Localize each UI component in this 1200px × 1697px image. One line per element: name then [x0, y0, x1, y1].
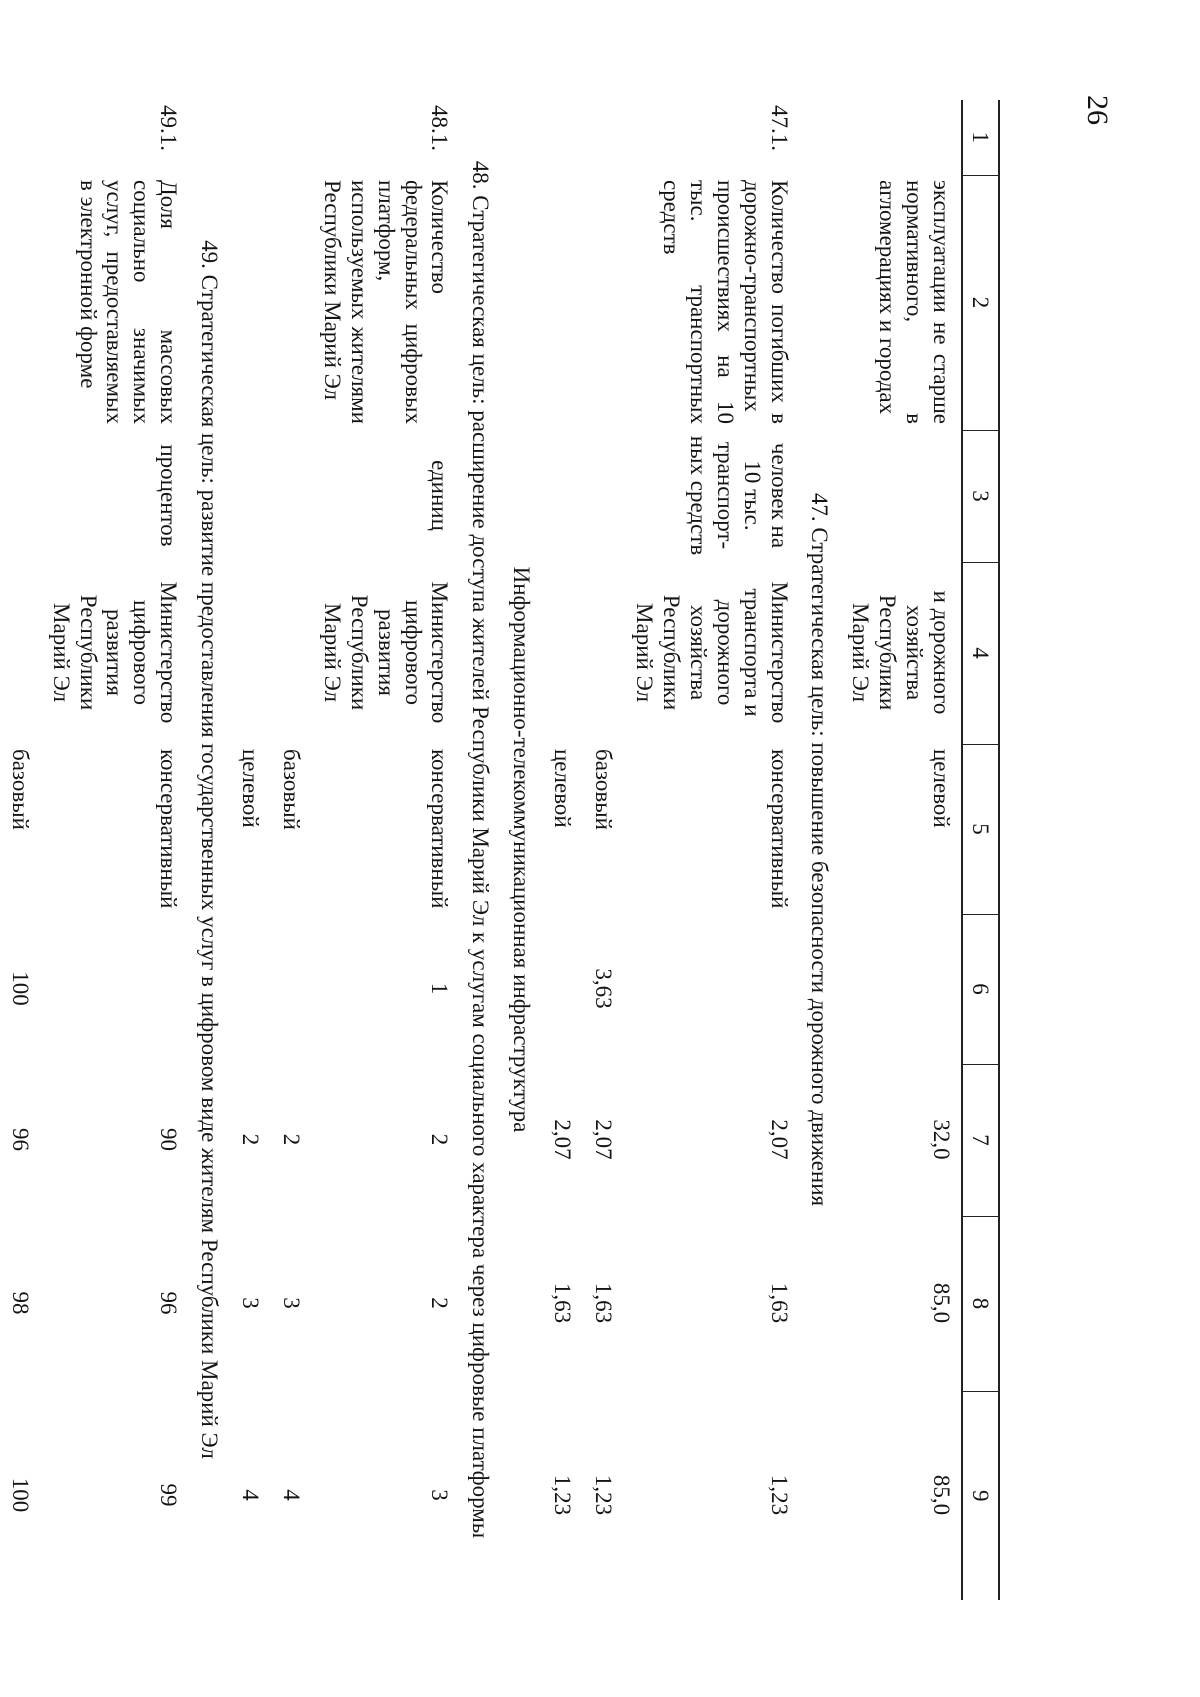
- cell-value-col9: 85,0: [929, 1474, 955, 1516]
- cell-scenario: консервативный: [427, 749, 453, 909]
- indicators-table: [0, 100, 1000, 1600]
- cell-responsible-agency: [270, 562, 311, 744]
- cell-scenario: консервативный: [156, 749, 182, 909]
- cell-value-col7: 2,07: [766, 1119, 792, 1160]
- cell-value-col8: 96: [156, 1291, 182, 1315]
- cell-value-col9: 3: [427, 1489, 453, 1501]
- section-heading-row: [460, 100, 501, 1600]
- table-row: [229, 100, 270, 1600]
- column-header: 4: [962, 562, 999, 744]
- column-header: 3: [962, 430, 999, 562]
- cell-unit: [541, 430, 582, 562]
- section-heading: 47. Стратегическая цель: повышение безопасности дорожного движения: [807, 492, 833, 1207]
- cell-responsible-agency: [541, 562, 582, 744]
- table-row: [0, 100, 40, 1600]
- section-heading-row: [188, 100, 229, 1600]
- cell-responsible-agency: [0, 562, 40, 744]
- column-header: 8: [962, 1216, 999, 1391]
- cell-responsible-agency: Министерство цифрового развития Республики Марий Эл: [319, 581, 453, 724]
- cell-indicator-name: эксплуатации не старше нормативного, в агломерациях и городах: [875, 180, 955, 424]
- cell-indicator-name: Доля массовых социально значимых услуг, предоставляемых в электронной форме: [75, 180, 182, 424]
- cell-indicator-name: [229, 175, 270, 430]
- cell-value-col6: [839, 914, 962, 1064]
- cell-value-col7: 32,0: [929, 1119, 955, 1160]
- table-row: [40, 100, 189, 1600]
- cell-indicator-number: [0, 100, 40, 175]
- cell-value-col7: 2: [278, 1133, 304, 1146]
- section-heading-row: [500, 100, 541, 1600]
- column-header: 5: [962, 744, 999, 914]
- table-body: [0, 100, 962, 1600]
- cell-unit: [0, 430, 40, 562]
- section-heading: Информационно-телекоммуникационная инфраструктура: [509, 566, 535, 1133]
- section-heading: 48. Стратегическая цель: расширение доступа жителей Республики Марий Эл к услугам социального характера через цифровые платформы: [468, 160, 494, 1539]
- page-number: 26: [1081, 95, 1114, 125]
- cell-responsible-agency: и дорожного хозяйства Республики Марий Эл: [848, 590, 955, 715]
- table-header-row: [962, 100, 999, 1600]
- cell-indicator-number: 48.1.: [427, 105, 453, 151]
- cell-indicator-name: [582, 175, 623, 430]
- cell-indicator-number: 47.1.: [766, 105, 792, 151]
- table-row: [839, 100, 962, 1600]
- column-header: 1: [962, 100, 999, 175]
- cell-value-col9: 1,23: [591, 1474, 617, 1516]
- cell-value-col6: [40, 914, 189, 1064]
- cell-value-col6: [270, 914, 311, 1064]
- cell-indicator-number: [541, 100, 582, 175]
- cell-value-col9: 99: [156, 1483, 182, 1507]
- cell-value-col6: 1: [427, 982, 453, 995]
- cell-indicator-name: Количество федеральных цифровых платформ, используемых жителями Республики Марий Эл: [319, 180, 453, 424]
- cell-scenario: базовый: [278, 749, 304, 830]
- cell-value-col8: 2: [427, 1297, 453, 1309]
- cell-value-col7: 90: [156, 1128, 182, 1151]
- cell-indicator-number: [270, 100, 311, 175]
- cell-value-col9: 4: [238, 1489, 264, 1501]
- cell-value-col7: 96: [7, 1128, 33, 1151]
- cell-indicator-name: [270, 175, 311, 430]
- cell-value-col6: [623, 914, 798, 1064]
- cell-indicator-number: [229, 100, 270, 175]
- cell-scenario: базовый: [591, 749, 617, 830]
- cell-responsible-agency: [229, 562, 270, 744]
- cell-value-col9: 1,23: [766, 1474, 792, 1516]
- table-row: [582, 100, 623, 1600]
- cell-value-col8: 1,63: [766, 1282, 792, 1324]
- cell-unit: [839, 430, 962, 562]
- column-header: 9: [962, 1391, 999, 1600]
- cell-value-col9: 4: [278, 1489, 304, 1501]
- table-row: [623, 100, 798, 1600]
- cell-responsible-agency: Министерство транспорта и дорожного хозяйства Республики Марий Эл: [632, 581, 792, 724]
- table-row: [541, 100, 582, 1600]
- cell-indicator-number: [839, 100, 962, 175]
- cell-scenario: целевой: [929, 749, 955, 828]
- cell-indicator-name: [541, 175, 582, 430]
- cell-unit: единиц: [427, 460, 453, 531]
- cell-value-col8: 98: [7, 1291, 33, 1315]
- cell-unit: процентов: [156, 444, 182, 547]
- cell-unit: человек на 10 тыс. транспортных средств: [685, 435, 792, 556]
- cell-indicator-number: 49.1.: [156, 105, 182, 151]
- cell-value-col7: 2: [238, 1133, 264, 1146]
- cell-scenario: целевой: [238, 749, 264, 828]
- cell-value-col7: 2,07: [591, 1119, 617, 1160]
- column-header: 6: [962, 914, 999, 1064]
- cell-value-col9: 1,23: [550, 1474, 576, 1516]
- cell-value-col6: [541, 914, 582, 1064]
- cell-unit: [582, 430, 623, 562]
- section-heading: 49. Стратегическая цель: развитие предоставления государственных услуг в цифровом виде жителям Республики Марий Эл: [197, 240, 223, 1459]
- cell-scenario: целевой: [550, 749, 576, 828]
- cell-responsible-agency: Министерство цифрового развития Республики Марий Эл: [48, 581, 182, 724]
- table-row: [270, 100, 311, 1600]
- column-header: 2: [962, 175, 999, 430]
- cell-indicator-name: [0, 175, 40, 430]
- cell-unit: [270, 430, 311, 562]
- cell-value-col7: 2: [427, 1133, 453, 1146]
- cell-value-col8: 1,63: [550, 1282, 576, 1324]
- cell-indicator-number: [582, 100, 623, 175]
- cell-value-col6: [229, 914, 270, 1064]
- cell-value-col8: 85,0: [929, 1282, 955, 1324]
- section-heading-row: [799, 100, 840, 1600]
- cell-value-col6: 3,63: [591, 968, 617, 1009]
- cell-scenario: базовый: [7, 749, 33, 830]
- cell-value-col7: 2,07: [550, 1119, 576, 1160]
- cell-value-col8: 1,63: [591, 1282, 617, 1324]
- cell-scenario: консервативный: [766, 749, 792, 909]
- cell-indicator-name: Количество погибших в дорожно-транспортных происшествиях на 10 тыс. транспортных средств: [658, 180, 792, 424]
- cell-value-col8: 3: [278, 1297, 304, 1309]
- cell-responsible-agency: [582, 562, 623, 744]
- cell-unit: [229, 430, 270, 562]
- cell-value-col8: 3: [238, 1297, 264, 1309]
- cell-value-col6: 100: [7, 971, 33, 1006]
- column-header: 7: [962, 1064, 999, 1216]
- table-row: [311, 100, 460, 1600]
- cell-value-col9: 100: [7, 1477, 33, 1513]
